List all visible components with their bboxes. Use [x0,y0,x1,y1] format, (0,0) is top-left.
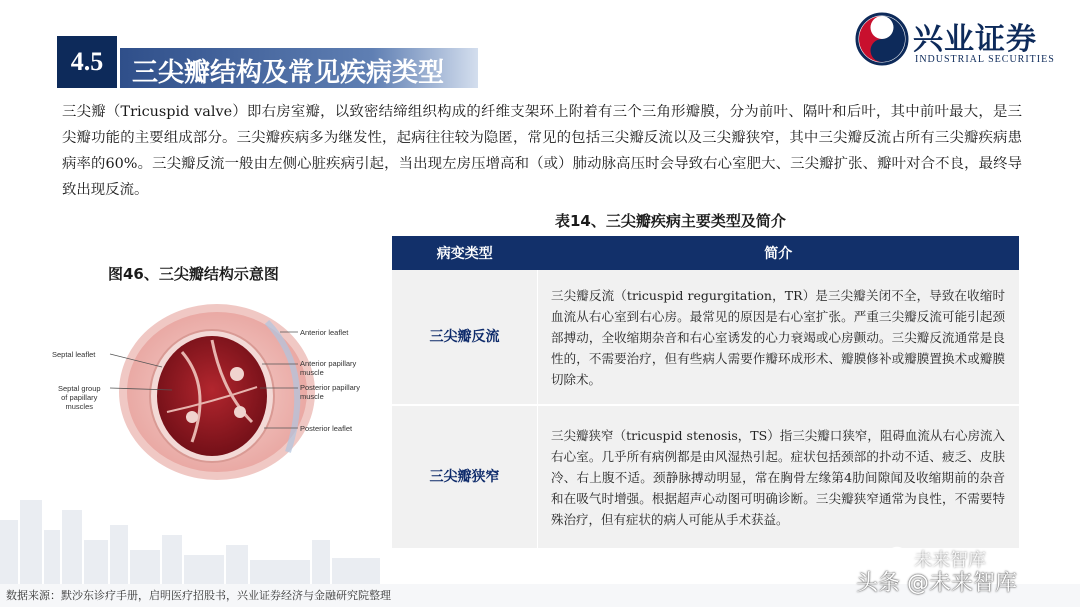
label-septal-group-line2: of papillary [61,393,98,402]
row-type-stenosis: 三尖瓣狭窄 [392,405,538,548]
label-posterior-leaflet: Posterior leaflet [300,424,353,433]
label-posterior-papillary-line2: muscle [300,392,324,401]
table-header-row [392,236,1019,270]
table-title: 表14、三尖瓣疾病主要类型及简介 [555,212,786,230]
watermark-toutiao: 头条 @未来智库 [856,571,1017,596]
tricuspid-valve-diagram [52,292,382,482]
row-type-regurgitation: 三尖瓣反流 [392,270,538,405]
industrial-securities-logo-icon [855,12,909,66]
label-anterior-papillary [300,359,356,377]
label-posterior-papillary-line1: Posterior papillary [300,383,361,392]
label-septal-group-line3: muscles [65,402,94,411]
header-description: 简介 [538,236,1020,270]
page-title: 三尖瓣结构及常见疾病类型 [132,58,445,88]
label-anterior-papillary-line2: muscle [300,368,324,377]
wechat-icon [888,546,910,566]
table-row [392,270,1019,405]
intro-paragraph: 三尖瓣（Tricuspid valve）即右房室瓣，以致密结缔组织构成的纤维支架环上附着有三个三角形瓣膜，分为前叶、隔叶和后叶，其中前叶最大，是三尖瓣功能的主要组成部分。三尖瓣疾病多为继发性，起病往往较为隐匿，常见的包括三尖瓣反流以及三尖瓣狭窄，其中三尖瓣反流占所有三尖瓣疾病患病率的60%。三尖瓣反流一般由左侧心脏疾病引起，当出现左房压增高和（或）肺动脉高压时会导致右心室肥大、三尖瓣扩张、瓣叶对合不良，最终导致出现反流。 [62,104,1022,198]
watermark-wechat: 未来智库 [914,550,986,571]
label-anterior-leaflet: Anterior leaflet [300,328,349,337]
label-posterior-papillary [300,383,360,401]
figure-title: 图46、三尖瓣结构示意图 [108,265,279,283]
section-number-badge: 4.5 [57,36,117,88]
label-anterior-papillary-line1: Anterior papillary [300,359,357,368]
logo-chinese-name: 兴业证券 [913,22,1037,57]
row-desc-regurgitation: 三尖瓣反流（tricuspid regurgitation，TR）是三尖瓣关闭不全，导致在收缩时血流从右心室到右心房。最常见的原因是右心室扩张。严重三尖瓣反流可能引起颈部搏动，全收缩期杂音和右心室诱发的心力衰竭或心房颤动。三尖瓣反流通常是良性的，不需要治疗，但有些病人需要作瓣环成形术、瓣膜修补或瓣膜置换术或瓣膜切除术。 [538,270,1020,405]
data-source-note: 数据来源：默沙东诊疗手册，启明医疗招股书，兴业证券经济与金融研究院整理 [6,589,391,602]
company-logo [855,8,1075,68]
header-lesion-type: 病变类型 [392,236,538,270]
label-septal-papillary-group [58,384,101,411]
label-septal-group-line1: Septal group [58,384,101,393]
label-septal-leaflet: Septal leaflet [52,350,96,359]
row-desc-stenosis: 三尖瓣狭窄（tricuspid stenosis，TS）指三尖瓣口狭窄，阻碍血流从右心房流入右心室。几乎所有病例都是由风湿热引起。症状包括颈部的扑动不适、疲乏、皮肤冷、右上腹不适。颈静脉搏动明显，常在胸骨左缘第4肋间隙闻及收缩期前的杂音和在吸气时增强。根据超声心动图可明确诊断。三尖瓣狭窄通常为良性，不需要特殊治疗，但有症状的病人可能从手术获益。 [538,405,1020,548]
logo-english-name: INDUSTRIAL SECURITIES [915,54,1055,65]
